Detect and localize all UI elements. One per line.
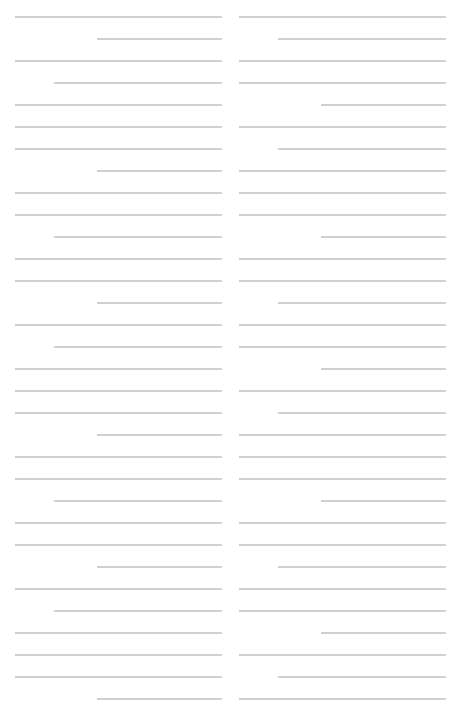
text-line (230, 292, 446, 314)
text-line (230, 644, 446, 666)
text-line (6, 182, 222, 204)
text-line (6, 446, 222, 468)
text-line (6, 380, 222, 402)
text-line (6, 534, 222, 556)
text-line (6, 336, 222, 358)
text-line (6, 160, 222, 182)
text-line (6, 94, 222, 116)
text-line (6, 314, 222, 336)
text-line (6, 248, 222, 270)
text-line (230, 556, 446, 578)
text-line (6, 116, 222, 138)
text-line (230, 116, 446, 138)
text-line (230, 446, 446, 468)
text-line (6, 292, 222, 314)
text-line (230, 622, 446, 644)
text-column-left (6, 6, 222, 712)
text-line (230, 688, 446, 710)
text-line (6, 688, 222, 710)
text-line (6, 270, 222, 292)
text-line (6, 72, 222, 94)
text-line (230, 160, 446, 182)
text-line (230, 94, 446, 116)
text-line (6, 50, 222, 72)
text-line (230, 248, 446, 270)
text-line (6, 138, 222, 160)
text-line (230, 6, 446, 28)
text-line (230, 424, 446, 446)
text-line (6, 226, 222, 248)
text-line (230, 270, 446, 292)
text-line (230, 204, 446, 226)
text-line (230, 72, 446, 94)
text-line (6, 490, 222, 512)
text-line (230, 336, 446, 358)
text-line (230, 600, 446, 622)
text-line (6, 512, 222, 534)
text-line (230, 666, 446, 688)
text-line (6, 204, 222, 226)
text-line (230, 28, 446, 50)
text-line (6, 6, 222, 28)
text-line (230, 468, 446, 490)
text-line (6, 644, 222, 666)
text-line (230, 50, 446, 72)
text-line (6, 424, 222, 446)
text-line (230, 182, 446, 204)
text-line (6, 600, 222, 622)
text-line (230, 380, 446, 402)
text-line (6, 358, 222, 380)
text-line (6, 622, 222, 644)
text-line (6, 666, 222, 688)
text-line (6, 578, 222, 600)
text-line (230, 490, 446, 512)
text-line (6, 556, 222, 578)
text-line (230, 226, 446, 248)
text-line (230, 402, 446, 424)
text-line (230, 358, 446, 380)
text-line (230, 138, 446, 160)
text-line (230, 534, 446, 556)
text-line (230, 512, 446, 534)
text-line (6, 402, 222, 424)
text-column-right (230, 6, 446, 712)
text-line (230, 578, 446, 600)
text-line (230, 314, 446, 336)
text-line (6, 468, 222, 490)
text-line (6, 28, 222, 50)
